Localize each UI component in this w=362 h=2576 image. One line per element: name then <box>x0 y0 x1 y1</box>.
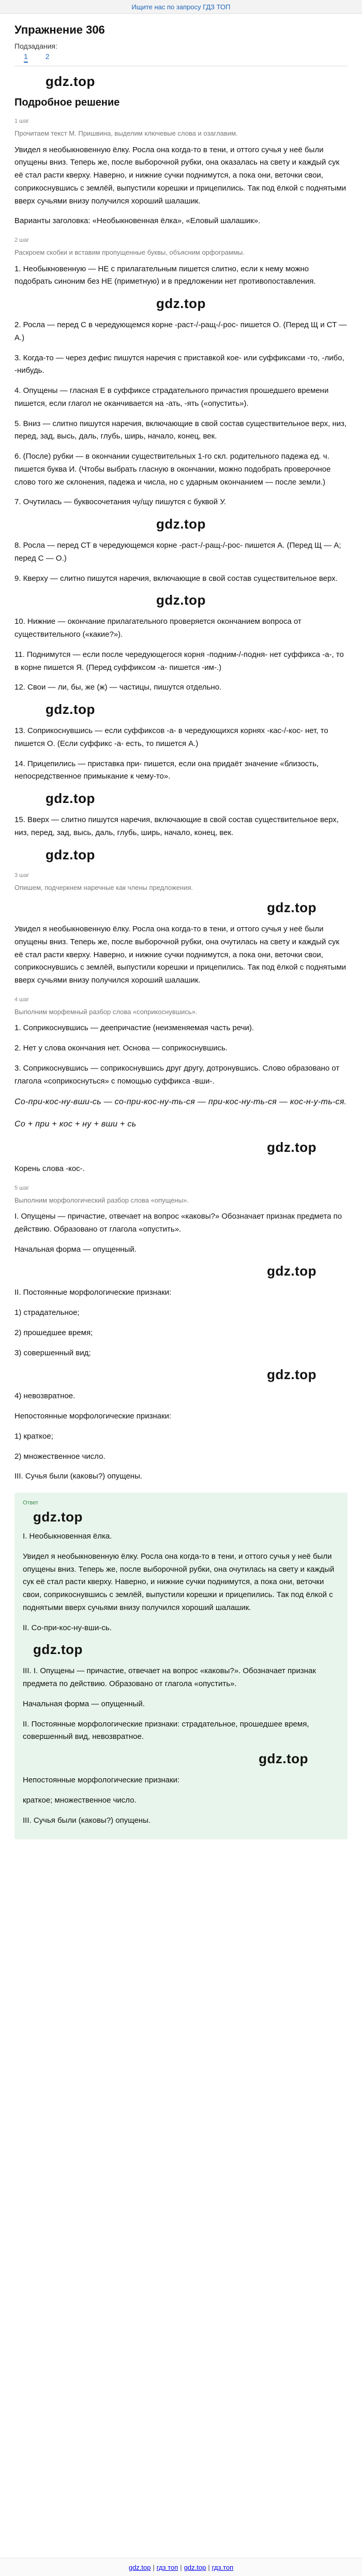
list-item: 2) прошедшее время; <box>14 1328 93 1337</box>
footer <box>0 2558 362 2576</box>
watermark: gdz.top <box>46 74 95 89</box>
answer-line: II. Постоянные морфологические признаки: страдательное, прошедшее время, совершенный вид, невозвратное. <box>23 1719 309 1741</box>
text-paragraph: Увидел я необыкновенную ёлку. Росла она когда-то в тени, и оттого сучья у неё были опущены вниз. Теперь же, после выборочной рубки, она оказалась на свету и каждый сук её стал расти кверху. Наверно, и нижние сучки поднимутся, а пока они, веточки свои, соприкоснувшись с землёй, выпустили корешки и прицепились. Так под ёлкой с поднятыми вверх сучьями внизу получился хороший шалашик. <box>14 145 346 206</box>
step-tag: 1 шаг <box>14 118 29 124</box>
text-paragraph: Увидел я необыкновенную ёлку. Росла она когда-то в тени, и оттого сучья у неё были опущены вниз. Теперь же, после выборочной рубки, она очутилась на свету и каждый сук её стал расти кверху. Наверно, и нижние сучки поднимутся, а пока они, веточки свои, соприкоснувшись с землёй, выпустили корешки и прицепились. Так под ёлкой с поднятыми вверх сучьями внизу получился хороший шалашик. <box>14 925 346 985</box>
list-item: 4) невозвратное. <box>14 1392 76 1401</box>
watermark: gdz.top <box>33 1642 83 1658</box>
watermark: gdz.top <box>156 592 206 608</box>
content <box>0 23 362 1839</box>
list-item: 8. Росла — перед СТ в чередующемся корне -раст-/-ращ-/-рос- пишется А. (Перед Щ — А; перед С — О.) <box>14 541 341 563</box>
list-item: 1) страдательное; <box>14 1308 80 1318</box>
watermark: gdz.top <box>33 1509 83 1525</box>
list-item: 3) совершенный вид; <box>14 1348 91 1357</box>
list-item: 6. (После) рубки — в окончании существительных 1-го скл. родительного падежа ед. ч. пишется буква И. (Чтобы выбрать гласную в окончании, можно подобрать проверочное слово того же склонения, падежа и числа, но с ударным окончанием — после земли.) <box>14 452 331 487</box>
list-item: 4. Опущены — гласная Е в суффиксе страдательного причастия прошедшего времени пишется, если глагол не оканчивается на -ать, -ять («опустить»). <box>14 386 329 408</box>
answer-line: Увидел я необыкновенную ёлку. Росла она когда-то в тени, и оттого сучья у неё были опущены вниз. Теперь же, после выборочной рубки, она очутилась на свету и каждый сук её стал расти кверху. Наверно, и нижние сучки поднимутся, а пока они, веточки свои, соприкоснувшись с землёй, выпустили корешки и прицепились. Так под ёлкой с поднятыми вверх сучьями внизу получился хороший шалашик. <box>23 1552 335 1612</box>
footer-sep: | <box>153 2563 155 2571</box>
footer-link[interactable]: гдз топ <box>156 2563 178 2571</box>
subtask-tab-1[interactable]: 1 <box>24 52 28 63</box>
watermark: gdz.top <box>267 900 316 915</box>
answer-line: краткое; множественное число. <box>23 1795 137 1805</box>
footer-sep: | <box>180 2563 182 2571</box>
list-item: 14. Прицепились — приставка при- пишется, если она придаёт значение «близость, непосредственное примыкание к чему-то». <box>14 759 319 781</box>
list-item: 3. Когда-то — через дефис пишутся наречия с приставкой кое- или суффиксами -то, -либо, -нибудь. <box>14 353 344 375</box>
watermark: gdz.top <box>267 1263 316 1279</box>
watermark: gdz.top <box>259 1751 308 1767</box>
footer-link[interactable]: gdz.top <box>128 2563 151 2571</box>
step-desc: Выполним морфологический разбор слова «опущены». <box>14 1196 189 1204</box>
watermark: gdz.top <box>267 1139 316 1155</box>
title-variants: Варианты заголовка: «Необыкновенная ёлка», «Еловый шалашик». <box>14 216 261 226</box>
watermark: gdz.top <box>46 846 95 862</box>
list-item: Непостоянные морфологические признаки: <box>14 1412 172 1421</box>
footer-link[interactable]: гдз.топ <box>212 2563 234 2571</box>
step-desc: Раскроем скобки и вставим пропущенные буквы, объясним орфограммы. <box>14 248 245 256</box>
list-item: 2. Росла — перед С в чередующемся корне -раст-/-ращ-/-рос- пишется О. (Перед Щ и СТ — А.) <box>14 320 347 342</box>
step-desc: Прочитаем текст М. Пришвина, выделим ключевые слова и озаглавим. <box>14 129 238 137</box>
watermark: gdz.top <box>156 516 206 532</box>
footer-link[interactable]: gdz.top <box>184 2563 206 2571</box>
step-desc: Выполним морфемный разбор слова «соприкоснувшись». <box>14 1007 198 1016</box>
watermark: gdz.top <box>156 296 206 311</box>
step-desc: Опишем, подчеркнем наречные как члены предложения. <box>14 883 193 891</box>
list-item: I. Опущены — причастие, отвечает на вопрос «каковы?» Обозначает признак предмета по действию. Образовано от глагола «опустить». <box>14 1212 342 1234</box>
list-item: Начальная форма — опущенный. <box>14 1245 137 1254</box>
footer-sep: | <box>208 2563 210 2571</box>
subtask-tab-2[interactable]: 2 <box>45 52 50 61</box>
root-note: Корень слова -кос-. <box>14 1164 85 1173</box>
step-tag: 2 шаг <box>14 237 29 243</box>
subtask-tabs <box>14 52 348 63</box>
list-item: 2. Нет у слова окончания нет. Основа — соприкоснувшись. <box>14 1044 228 1052</box>
morpheme-chain: Со-при-кос-ну-вши-сь — со-при-кос-ну-ть-ся — при-кос-ну-ть-ся — кос-н-у-ть-ся. <box>14 1097 347 1107</box>
watermark: gdz.top <box>46 701 95 717</box>
list-item: II. Постоянные морфологические признаки: <box>14 1288 172 1297</box>
list-item: 1) краткое; <box>14 1431 53 1441</box>
answer-line: III. Сучья были (каковы?) опущены. <box>23 1816 151 1825</box>
step-tag: 5 шаг <box>14 1184 29 1191</box>
list-item: 3. Соприкоснувшись — соприкоснувшись друг другу, дотронувшись. Слово образовано от глагола «соприкоснуться» с помощью суффикса -вши-. <box>14 1063 340 1086</box>
list-item: 11. Поднимутся — если после чередующегося корня -подним-/-подня- нет суффикса -а-, то в корне пишется Я. (Перед суффиксом -а- пишется -им-.) <box>14 650 344 672</box>
answer-line: Начальная форма — опущенный. <box>23 1699 145 1708</box>
watermark: gdz.top <box>46 791 95 806</box>
answer-line: III. I. Опущены — причастие, отвечает на вопрос «каковы?». Обозначает признак предмета по действию. Образовано от глагола «опустить». <box>23 1666 316 1689</box>
list-item: 13. Соприкоснувшись — если суффиксов -а- в чередующихся корнях -кас-/-кос- нет, то пишется О. (Если суффикс -а- есть, то пишется А.) <box>14 726 328 748</box>
banner-link[interactable]: Ищите нас по запросу ГДЗ ТОП <box>131 3 231 11</box>
solution-title: Подробное решение <box>14 97 120 108</box>
answer-tag: Ответ <box>23 1500 39 1506</box>
list-item: III. Сучья были (каковы?) опущены. <box>14 1472 143 1481</box>
watermark: gdz.top <box>267 1367 316 1383</box>
list-item: 10. Нижние — окончание прилагательного проверяется окончанием вопроса от существительного («какие?»). <box>14 617 301 639</box>
answer-box <box>14 1492 348 1839</box>
list-item: 15. Вверх — слитно пишутся наречия, включающие в свой состав существительное верх, низ, перед, зад, высь, даль, глубь, ширь, начало, конец, век. <box>14 815 339 837</box>
list-item: 9. Кверху — слитно пишутся наречия, включающие в свой состав существительное верх. <box>14 574 338 583</box>
list-item: 1. Соприкоснувшись — деепричастие (неизменяемая часть речи). <box>14 1023 254 1033</box>
list-item: 12. Свои — ли, бы, же (ж) — частицы, пишутся отдельно. <box>14 683 222 692</box>
list-item: 2) множественное число. <box>14 1452 105 1461</box>
step-tag: 4 шаг <box>14 996 29 1003</box>
answer-line: I. Необыкновенная ёлка. <box>23 1532 112 1541</box>
list-item: 1. Необыкновенную — НЕ с прилагательным пишется слитно, если к нему можно подобрать синоним без НЕ (приметную) и в предложении нет противопоставления. <box>14 264 316 286</box>
morpheme-parts: Со + при + кос + ну + вши + сь <box>14 1120 137 1129</box>
answer-line: II. Со-при-кос-ну-вши-сь. <box>23 1623 112 1632</box>
list-item: 7. Очутилась — буквосочетания чу/щу пишутся с буквой У. <box>14 497 227 507</box>
step-tag: 3 шаг <box>14 872 29 879</box>
top-banner <box>0 0 362 14</box>
subtask-label: Подзадания: <box>14 42 57 50</box>
page-title: Упражнение 306 <box>14 23 105 36</box>
list-item: 5. Вниз — слитно пишутся наречия, включающие в свой состав существительное верх, низ, перед, зад, высь, даль, глубь, ширь, начало, конец, век. <box>14 419 347 441</box>
answer-line: Непостоянные морфологические признаки: <box>23 1776 180 1785</box>
